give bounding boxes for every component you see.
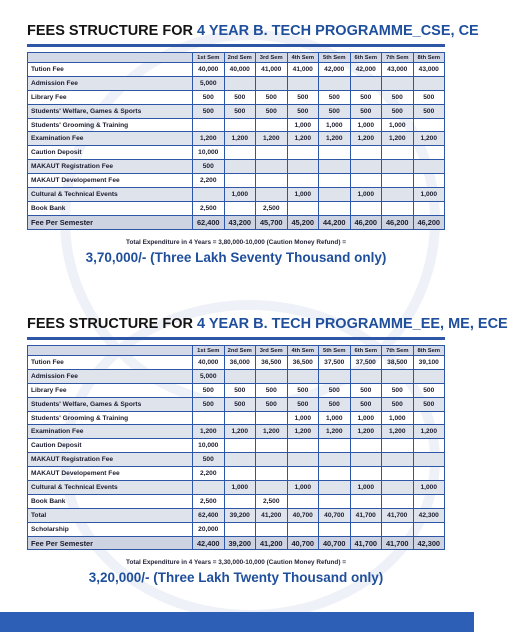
semester-header: 7th Sem <box>382 346 414 356</box>
semester-header: 7th Sem <box>382 53 414 63</box>
fee-amount <box>382 467 414 481</box>
fee-label: Students' Welfare, Games & Sports <box>28 397 193 411</box>
fee-label: Examination Fee <box>28 425 193 439</box>
fee-amount <box>287 439 319 453</box>
fee-amount <box>413 174 445 188</box>
fee-amount <box>224 453 256 467</box>
fee-amount: 46,200 <box>350 215 382 229</box>
fees-section-ee-me-ece <box>27 315 508 588</box>
fee-amount <box>287 76 319 90</box>
fee-amount <box>413 146 445 160</box>
fee-amount: 500 <box>193 453 225 467</box>
fee-label: Scholarship <box>28 522 193 536</box>
fee-amount: 2,500 <box>193 494 225 508</box>
fee-label: Cultural & Technical Events <box>28 188 193 202</box>
fee-amount <box>350 146 382 160</box>
fee-amount <box>413 494 445 508</box>
fee-amount <box>224 146 256 160</box>
fee-amount: 1,200 <box>413 425 445 439</box>
fee-amount: 10,000 <box>193 146 225 160</box>
fee-amount: 500 <box>319 104 351 118</box>
fee-label: MAKAUT Developement Fee <box>28 174 193 188</box>
fee-amount <box>193 481 225 495</box>
fee-row <box>28 439 445 453</box>
semester-header: 1st Sem <box>193 53 225 63</box>
fee-amount: 500 <box>319 383 351 397</box>
fee-amount: 39,200 <box>224 536 256 550</box>
fee-amount <box>256 522 288 536</box>
fee-amount: 2,500 <box>256 494 288 508</box>
fee-row <box>28 146 445 160</box>
fee-amount <box>319 188 351 202</box>
fee-row <box>28 481 445 495</box>
fee-amount: 37,500 <box>319 356 351 370</box>
header-row <box>28 346 445 356</box>
fee-amount: 1,000 <box>350 188 382 202</box>
fee-amount: 36,000 <box>224 356 256 370</box>
fee-amount: 500 <box>287 397 319 411</box>
fee-amount: 46,200 <box>413 215 445 229</box>
fee-amount: 500 <box>382 90 414 104</box>
fee-amount: 39,100 <box>413 356 445 370</box>
fee-amount: 40,700 <box>287 508 319 522</box>
fee-amount: 1,200 <box>256 425 288 439</box>
fee-amount: 20,000 <box>193 522 225 536</box>
fee-amount: 1,000 <box>287 188 319 202</box>
section-heading: FEES STRUCTURE FOR 4 YEAR B. TECH PROGRAMME_EE, ME, ECE <box>27 316 508 332</box>
fee-amount <box>319 481 351 495</box>
fee-row <box>28 118 445 132</box>
fee-amount: 40,700 <box>319 508 351 522</box>
fee-amount: 39,200 <box>224 508 256 522</box>
fee-amount: 1,200 <box>319 425 351 439</box>
fee-amount <box>287 522 319 536</box>
fee-amount: 5,000 <box>193 76 225 90</box>
fee-amount: 40,000 <box>224 63 256 77</box>
semester-header: 5th Sem <box>319 53 351 63</box>
fee-amount: 1,200 <box>382 425 414 439</box>
fee-amount <box>350 201 382 215</box>
fee-label: Students' Grooming & Training <box>28 118 193 132</box>
fee-row <box>28 188 445 202</box>
summary-total: 3,70,000/- (Three Lakh Seventy Thousand only) <box>85 249 387 265</box>
fee-amount: 500 <box>382 397 414 411</box>
fee-amount <box>256 411 288 425</box>
fee-label: MAKAUT Registration Fee <box>28 453 193 467</box>
fee-amount <box>319 160 351 174</box>
fee-amount <box>382 146 414 160</box>
fee-label: Students' Welfare, Games & Sports <box>28 104 193 118</box>
fee-amount <box>256 146 288 160</box>
fee-amount <box>319 453 351 467</box>
fee-row <box>28 494 445 508</box>
fee-amount: 1,000 <box>224 188 256 202</box>
fee-amount: 1,200 <box>413 132 445 146</box>
fee-amount <box>224 76 256 90</box>
fee-amount: 1,000 <box>413 481 445 495</box>
fee-amount: 500 <box>193 104 225 118</box>
header-blank-cell <box>28 346 193 356</box>
fee-amount: 500 <box>350 397 382 411</box>
semester-header: 4th Sem <box>287 53 319 63</box>
fee-amount <box>382 160 414 174</box>
fee-amount: 500 <box>413 383 445 397</box>
fee-amount: 500 <box>224 104 256 118</box>
fee-amount <box>193 411 225 425</box>
fee-label: Caution Deposit <box>28 439 193 453</box>
fee-label: Students' Grooming & Training <box>28 411 193 425</box>
fee-row <box>28 369 445 383</box>
fee-amount: 41,000 <box>287 63 319 77</box>
fee-amount: 500 <box>224 397 256 411</box>
fee-amount <box>287 467 319 481</box>
fee-amount: 41,200 <box>256 508 288 522</box>
fee-label: Admission Fee <box>28 369 193 383</box>
fee-amount <box>382 439 414 453</box>
fee-amount: 41,700 <box>382 508 414 522</box>
fee-amount: 1,200 <box>319 132 351 146</box>
fee-amount <box>382 453 414 467</box>
fee-amount: 10,000 <box>193 439 225 453</box>
fee-amount <box>287 453 319 467</box>
fee-amount <box>224 369 256 383</box>
fee-amount <box>413 201 445 215</box>
fee-amount: 500 <box>256 104 288 118</box>
fee-row <box>28 90 445 104</box>
fee-amount: 43,000 <box>382 63 414 77</box>
fee-amount: 1,000 <box>287 481 319 495</box>
semester-header: 8th Sem <box>413 53 445 63</box>
fee-amount <box>256 369 288 383</box>
fee-amount <box>256 118 288 132</box>
fee-amount: 1,200 <box>287 425 319 439</box>
fee-amount: 42,300 <box>413 508 445 522</box>
fee-row <box>28 132 445 146</box>
fee-label: Tution Fee <box>28 63 193 77</box>
fee-row <box>28 174 445 188</box>
summary-line: Total Expenditure in 4 Years = 3,30,000-10,000 (Caution Money Refund) = <box>126 559 346 567</box>
fee-row <box>28 522 445 536</box>
fee-row <box>28 201 445 215</box>
fee-amount <box>287 369 319 383</box>
fees-table <box>27 345 445 550</box>
fee-amount: 2,500 <box>193 201 225 215</box>
fee-amount <box>319 76 351 90</box>
fee-amount <box>256 467 288 481</box>
fee-row <box>28 160 445 174</box>
fee-amount: 500 <box>287 383 319 397</box>
fee-amount: 500 <box>193 397 225 411</box>
fee-amount <box>287 201 319 215</box>
fee-amount: 1,000 <box>287 411 319 425</box>
fee-label: Library Fee <box>28 383 193 397</box>
section-heading: FEES STRUCTURE FOR 4 YEAR B. TECH PROGRAMME_CSE, CE <box>27 23 479 39</box>
fee-amount: 1,000 <box>319 411 351 425</box>
fee-amount: 500 <box>350 383 382 397</box>
fee-label: MAKAUT Developement Fee <box>28 467 193 481</box>
fee-amount: 40,700 <box>287 536 319 550</box>
fee-amount: 42,000 <box>350 63 382 77</box>
fee-amount: 1,200 <box>193 132 225 146</box>
fee-amount <box>224 174 256 188</box>
fee-amount: 41,700 <box>350 536 382 550</box>
semester-header: 2nd Sem <box>224 346 256 356</box>
semester-header: 4th Sem <box>287 346 319 356</box>
fee-amount <box>413 160 445 174</box>
semester-header: 1st Sem <box>193 346 225 356</box>
fee-amount: 38,500 <box>382 356 414 370</box>
semester-header: 3rd Sem <box>256 346 288 356</box>
fee-amount <box>382 494 414 508</box>
fee-row <box>28 63 445 77</box>
fee-amount: 500 <box>319 90 351 104</box>
fee-amount: 2,200 <box>193 467 225 481</box>
fee-amount: 41,000 <box>256 63 288 77</box>
fee-per-semester-row <box>28 536 445 550</box>
fee-amount: 500 <box>413 104 445 118</box>
fee-amount <box>350 494 382 508</box>
fee-amount: 2,200 <box>193 174 225 188</box>
fee-amount <box>350 453 382 467</box>
fee-amount <box>413 411 445 425</box>
fee-amount <box>224 522 256 536</box>
fee-row <box>28 356 445 370</box>
fee-amount <box>382 522 414 536</box>
semester-header: 8th Sem <box>413 346 445 356</box>
fee-amount: 500 <box>193 383 225 397</box>
fee-amount <box>413 522 445 536</box>
fee-row <box>28 397 445 411</box>
fee-amount: 1,200 <box>350 132 382 146</box>
summary-line: Total Expenditure in 4 Years = 3,80,000-10,000 (Caution Money Refund) = <box>126 238 346 246</box>
fee-amount <box>224 411 256 425</box>
fee-amount: 500 <box>256 383 288 397</box>
fee-amount: 41,200 <box>256 536 288 550</box>
fee-amount <box>319 174 351 188</box>
fee-amount: 1,000 <box>413 188 445 202</box>
fee-amount: 500 <box>413 90 445 104</box>
fee-amount: 1,000 <box>350 118 382 132</box>
fee-amount: 500 <box>319 397 351 411</box>
fee-amount: 1,000 <box>319 118 351 132</box>
summary-total: 3,20,000/- (Three Lakh Twenty Thousand only) <box>88 570 384 586</box>
fee-amount: 1,000 <box>224 481 256 495</box>
fee-amount: 36,500 <box>287 356 319 370</box>
fee-amount <box>413 118 445 132</box>
fee-amount: 1,000 <box>350 411 382 425</box>
fee-amount: 500 <box>350 104 382 118</box>
fee-label: Book Bank <box>28 201 193 215</box>
fee-amount: 500 <box>256 90 288 104</box>
fee-amount: 1,000 <box>350 481 382 495</box>
fee-label: Fee Per Semester <box>28 536 193 550</box>
fee-row <box>28 467 445 481</box>
fee-amount <box>319 522 351 536</box>
fee-amount <box>382 481 414 495</box>
heading-rule <box>27 44 445 47</box>
fee-amount <box>350 160 382 174</box>
fee-amount <box>256 453 288 467</box>
fee-label: Examination Fee <box>28 132 193 146</box>
fee-amount: 500 <box>256 397 288 411</box>
fee-amount: 1,200 <box>350 425 382 439</box>
fee-amount <box>224 439 256 453</box>
fee-row <box>28 104 445 118</box>
fee-amount: 1,000 <box>382 411 414 425</box>
fee-row <box>28 411 445 425</box>
fee-amount <box>350 76 382 90</box>
fee-amount <box>287 174 319 188</box>
fee-amount: 45,700 <box>256 215 288 229</box>
expenditure-summary <box>27 557 445 588</box>
heading-rule <box>27 337 445 340</box>
fee-amount: 36,500 <box>256 356 288 370</box>
fee-amount: 500 <box>287 90 319 104</box>
fee-amount: 500 <box>287 104 319 118</box>
fee-amount: 1,200 <box>224 132 256 146</box>
fee-amount <box>319 369 351 383</box>
fee-amount: 46,200 <box>382 215 414 229</box>
fee-amount <box>224 160 256 174</box>
fee-amount: 43,000 <box>413 63 445 77</box>
fee-amount: 5,000 <box>193 369 225 383</box>
fee-amount <box>193 188 225 202</box>
fee-amount: 40,000 <box>193 356 225 370</box>
fee-amount <box>256 160 288 174</box>
fee-amount <box>350 439 382 453</box>
fee-row <box>28 453 445 467</box>
fee-amount <box>319 146 351 160</box>
fee-amount <box>350 522 382 536</box>
fee-amount: 500 <box>193 160 225 174</box>
fee-amount: 42,300 <box>413 536 445 550</box>
fee-amount <box>350 467 382 481</box>
fee-amount: 500 <box>224 383 256 397</box>
fee-amount: 37,500 <box>350 356 382 370</box>
fee-amount: 500 <box>413 397 445 411</box>
fee-amount <box>224 118 256 132</box>
fee-amount <box>224 467 256 481</box>
fee-amount <box>287 160 319 174</box>
fee-amount <box>224 494 256 508</box>
fee-amount <box>382 369 414 383</box>
fee-amount: 41,700 <box>350 508 382 522</box>
fee-amount <box>256 174 288 188</box>
fee-row <box>28 425 445 439</box>
fee-amount: 1,200 <box>287 132 319 146</box>
fee-label: MAKAUT Registration Fee <box>28 160 193 174</box>
fee-amount <box>382 201 414 215</box>
fee-amount <box>413 453 445 467</box>
fee-amount <box>287 146 319 160</box>
semester-header: 3rd Sem <box>256 53 288 63</box>
fee-amount <box>319 494 351 508</box>
fee-label: Book Bank <box>28 494 193 508</box>
fee-amount <box>256 76 288 90</box>
fee-amount: 62,400 <box>193 215 225 229</box>
fee-amount: 1,000 <box>287 118 319 132</box>
fee-amount <box>350 369 382 383</box>
semester-header: 2nd Sem <box>224 53 256 63</box>
fee-amount <box>319 201 351 215</box>
fee-label: Library Fee <box>28 90 193 104</box>
fee-amount: 1,000 <box>382 118 414 132</box>
fee-amount <box>350 174 382 188</box>
fee-amount <box>382 76 414 90</box>
fee-row <box>28 76 445 90</box>
expenditure-summary <box>27 237 445 268</box>
fee-amount <box>256 439 288 453</box>
fee-amount: 500 <box>224 90 256 104</box>
footer-bar <box>0 612 474 632</box>
fee-amount: 500 <box>193 90 225 104</box>
fee-amount: 44,200 <box>319 215 351 229</box>
fee-amount: 1,200 <box>224 425 256 439</box>
fee-amount <box>319 439 351 453</box>
fee-row <box>28 508 445 522</box>
fee-per-semester-row <box>28 215 445 229</box>
header-row <box>28 53 445 63</box>
fee-amount: 500 <box>350 90 382 104</box>
fee-amount <box>319 467 351 481</box>
fee-label: Caution Deposit <box>28 146 193 160</box>
fee-amount: 40,700 <box>319 536 351 550</box>
fee-amount: 1,200 <box>256 132 288 146</box>
fee-row <box>28 383 445 397</box>
fee-amount: 43,200 <box>224 215 256 229</box>
fee-label: Tution Fee <box>28 356 193 370</box>
fee-amount: 2,500 <box>256 201 288 215</box>
semester-header: 6th Sem <box>350 346 382 356</box>
fee-amount <box>413 439 445 453</box>
fee-amount <box>287 494 319 508</box>
fee-amount: 42,000 <box>319 63 351 77</box>
fee-amount <box>382 188 414 202</box>
fees-section-cse-ce <box>27 22 479 268</box>
fee-amount: 500 <box>382 104 414 118</box>
fee-amount <box>256 481 288 495</box>
fee-amount <box>413 369 445 383</box>
fee-amount <box>256 188 288 202</box>
header-blank-cell <box>28 53 193 63</box>
fees-table <box>27 52 445 230</box>
semester-header: 6th Sem <box>350 53 382 63</box>
fee-amount: 42,400 <box>193 536 225 550</box>
fee-label: Admission Fee <box>28 76 193 90</box>
fee-amount: 45,200 <box>287 215 319 229</box>
fee-amount: 500 <box>382 383 414 397</box>
fee-amount: 1,200 <box>193 425 225 439</box>
fee-amount <box>413 467 445 481</box>
fee-amount: 1,200 <box>382 132 414 146</box>
fee-amount: 62,400 <box>193 508 225 522</box>
fee-label: Fee Per Semester <box>28 215 193 229</box>
fee-label: Cultural & Technical Events <box>28 481 193 495</box>
fee-amount <box>193 118 225 132</box>
fee-amount: 40,000 <box>193 63 225 77</box>
fee-amount <box>224 201 256 215</box>
fee-label: Total <box>28 508 193 522</box>
semester-header: 5th Sem <box>319 346 351 356</box>
fee-amount <box>382 174 414 188</box>
fee-amount <box>413 76 445 90</box>
fee-amount: 41,700 <box>382 536 414 550</box>
